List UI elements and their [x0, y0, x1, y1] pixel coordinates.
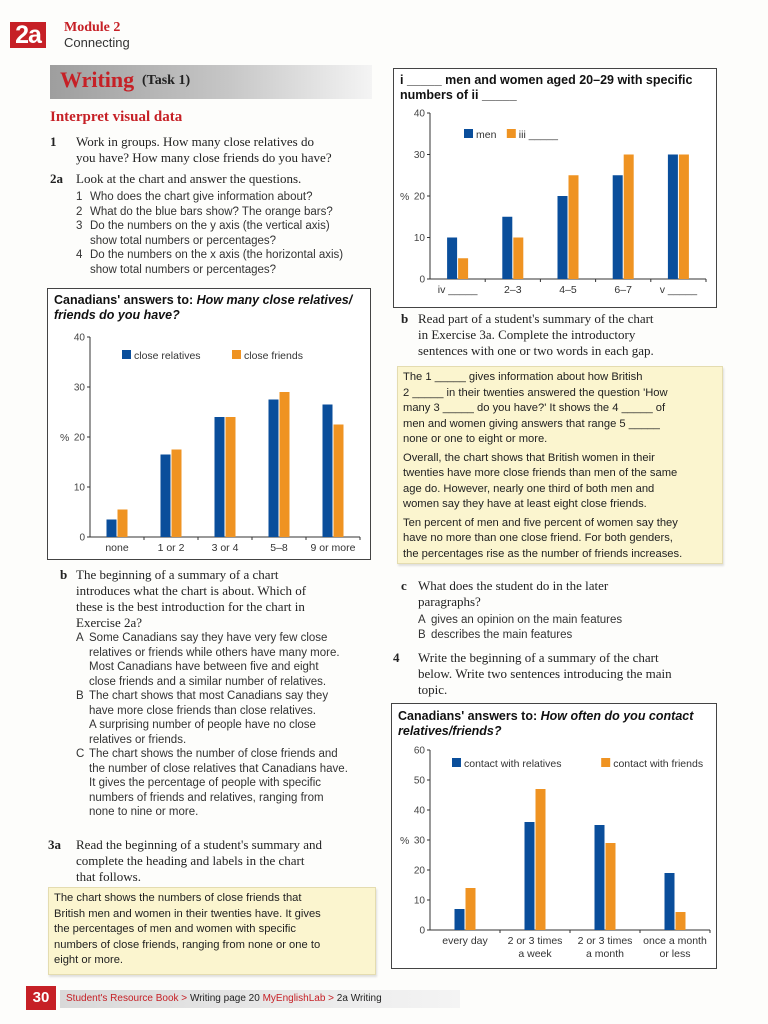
qb-line: these is the best introduction for the chart in	[76, 599, 305, 614]
legend-swatch	[507, 129, 516, 138]
qb-line: The beginning of a summary of a chart	[76, 567, 279, 582]
bar	[513, 238, 523, 280]
q2a-number: 2a	[50, 171, 63, 186]
option-line: Some Canadians say they have very few close	[89, 632, 328, 644]
note-line: British men and women in their twenties have. It gives	[54, 907, 321, 920]
chart-1-title: Canadians' answers to: How many close relatives/ friends do you have?	[54, 293, 353, 322]
note-line: numbers of close friends, ranging from none or one to	[54, 938, 321, 951]
summary-note-1	[48, 887, 376, 975]
qb-number: b	[60, 567, 68, 582]
q2a-text: Look at the chart and answer the questions.	[76, 171, 302, 186]
legend-swatch	[122, 350, 131, 359]
q3b-text	[418, 311, 654, 359]
page-number: 30	[26, 986, 56, 1010]
q1-line: Work in groups. How many close relatives do	[76, 134, 314, 149]
q1-line: you have? How many close friends do you have?	[76, 150, 332, 165]
bar	[665, 873, 675, 930]
module-badge: 2a	[10, 22, 46, 48]
q1-number: 1	[50, 134, 57, 149]
x-tick-label: v _____	[659, 284, 698, 296]
y-tick-label: 40	[413, 805, 425, 817]
bar	[118, 510, 128, 538]
chart-2-svg	[394, 69, 716, 307]
option-b: B describes the main features	[418, 628, 573, 641]
x-tick-label: every day	[442, 935, 488, 947]
x-tick-label: a month	[586, 948, 624, 960]
note-line: eight or more.	[54, 954, 124, 966]
y-tick-label: 10	[73, 482, 85, 494]
x-tick-label: or less	[659, 948, 691, 960]
option-line: The chart shows that most Canadians say they	[89, 690, 329, 702]
legend-swatch	[601, 758, 610, 767]
y-tick-label: 10	[413, 895, 425, 907]
y-tick-label: 20	[413, 191, 425, 203]
x-tick-label: iv _____	[437, 284, 478, 296]
bar	[668, 155, 678, 280]
qb-line: Exercise 2a?	[76, 615, 143, 630]
q4-text	[418, 650, 672, 698]
bar	[613, 175, 623, 279]
y-tick-label: 20	[73, 432, 85, 444]
chart-3-box	[391, 703, 717, 969]
module-subtitle: Connecting	[64, 35, 130, 50]
q3a-line: complete the heading and labels in the chart	[76, 853, 305, 868]
list-item-cont: show total numbers or percentages?	[90, 234, 277, 247]
x-tick-label: 5–8	[270, 542, 288, 554]
qc-options	[418, 613, 622, 642]
bar	[107, 520, 117, 538]
q3b-line: sentences with one or two words in each gap.	[418, 343, 654, 358]
y-tick-label: 60	[413, 745, 425, 757]
option-c: C The chart shows the number of close friends and the number of close relatives that Canadians have. It gives the percentage of people with specific numbers of friends and relatives, ranging from none to nine or more.	[76, 748, 348, 818]
bar	[161, 455, 171, 538]
chart-3-svg	[392, 704, 716, 968]
bar	[334, 425, 344, 538]
q1-text	[76, 134, 332, 166]
legend-swatch	[452, 758, 461, 767]
bar	[323, 405, 333, 538]
bar	[455, 909, 465, 930]
bar	[569, 175, 579, 279]
module-title: Module 2	[64, 20, 121, 35]
x-tick-label: none	[105, 542, 129, 554]
y-axis-label: %	[400, 191, 410, 203]
q2a-list	[76, 190, 343, 277]
legend-label: men	[476, 129, 497, 141]
qb-options	[76, 631, 348, 820]
note-line: The chart shows the numbers of close friends that	[54, 892, 302, 904]
y-axis-label: %	[60, 432, 70, 444]
option-a: A gives an opinion on the main features	[418, 614, 623, 626]
x-tick-label: 3 or 4	[211, 542, 239, 554]
option-b: B The chart shows that most Canadians say they have more close friends than close relatives. A surprising number of people have no close relatives or friends.	[76, 690, 329, 746]
x-tick-label: 4–5	[559, 284, 577, 296]
bar	[447, 238, 457, 280]
y-tick-label: 40	[413, 108, 425, 120]
qc-number: c	[401, 578, 407, 593]
bar	[226, 417, 236, 537]
option-line: close friends and a similar number of relatives.	[89, 675, 327, 688]
option-line: Most Canadians have between five and eight	[89, 661, 319, 673]
x-tick-label: 9 or more	[310, 542, 356, 554]
x-tick-label: 2 or 3 times	[577, 935, 633, 947]
q4-line: topic.	[418, 682, 448, 697]
legend-swatch	[232, 350, 241, 359]
bar	[676, 912, 686, 930]
option-line: the number of close relatives that Canadians have.	[89, 762, 348, 775]
x-tick-label: 2 or 3 times	[507, 935, 563, 947]
y-tick-label: 50	[413, 775, 425, 787]
q3b-line: in Exercise 3a. Complete the introductory	[418, 327, 636, 342]
chart-3-title: Canadians' answers to: How often do you contact relatives/friends?	[398, 709, 694, 738]
legend-label: contact with relatives	[464, 758, 562, 770]
chart-2-box	[393, 68, 717, 308]
summary-note-2	[397, 366, 723, 564]
x-tick-label: once a month	[643, 935, 707, 947]
bar	[595, 825, 605, 930]
option-line: A surprising number of people have no close	[89, 719, 316, 731]
chart-1-box	[47, 288, 371, 560]
banner-task: (Task 1)	[142, 73, 191, 88]
list-item: 3 Do the numbers on the y axis (the vertical axis)	[76, 220, 330, 232]
writing-banner	[50, 65, 372, 99]
y-tick-label: 0	[419, 925, 425, 937]
x-tick-label: 6–7	[614, 284, 632, 296]
list-item: 4 Do the numbers on the x axis (the horizontal axis)	[76, 249, 344, 261]
bar	[536, 789, 546, 930]
qc-text	[418, 578, 608, 610]
y-tick-label: 0	[419, 274, 425, 286]
note-paragraph: Ten percent of men and five percent of women say they have no more than one close friend. For both genders, the percentages rise as the number of friends increases.	[403, 516, 683, 560]
bar	[458, 258, 468, 279]
note-line: the percentages of men and women with specific	[54, 923, 296, 935]
q3a-number: 3a	[48, 837, 61, 852]
chart-1-svg	[48, 289, 370, 559]
option-line: have more close friends than close relatives.	[89, 704, 316, 717]
q3b-number: b	[401, 311, 409, 326]
option-a: A Some Canadians say they have very few close relatives or friends while others have many more. Most Canadians have between five and eight close friends and a similar number of relatives.	[76, 632, 340, 688]
qc-line: paragraphs?	[418, 594, 481, 609]
y-tick-label: 20	[413, 865, 425, 877]
q4-number: 4	[393, 650, 400, 665]
option-line: It gives the percentage of people with specific	[89, 777, 322, 789]
y-tick-label: 10	[413, 233, 425, 244]
q4-line: Write the beginning of a summary of the chart	[418, 650, 659, 665]
bar	[624, 155, 634, 280]
bar	[466, 888, 476, 930]
y-axis-label: %	[400, 835, 410, 847]
bar	[502, 217, 512, 279]
q3b-line: Read part of a student's summary of the chart	[418, 311, 654, 326]
y-tick-label: 40	[73, 332, 85, 344]
option-line: The chart shows the number of close friends and	[89, 748, 338, 760]
list-item: 1 Who does the chart give information about?	[76, 191, 313, 203]
bar	[525, 822, 535, 930]
option-line: relatives or friends while others have many more.	[89, 646, 340, 659]
note-paragraph: Overall, the chart shows that British women in their twenties have more close friends than men of the same age do. However, nearly one third of both men and women say they have at least eight close friends.	[403, 451, 678, 510]
x-tick-label: 1 or 2	[157, 542, 185, 554]
option-line: numbers of friends and relatives, ranging from	[89, 791, 324, 804]
legend-swatch	[464, 129, 473, 138]
option-line: none to nine or more.	[89, 806, 199, 818]
y-tick-label: 30	[73, 382, 85, 394]
legend-label: contact with friends	[613, 758, 704, 770]
list-item-cont: show total numbers or percentages?	[90, 263, 277, 276]
y-tick-label: 0	[79, 532, 85, 544]
y-tick-label: 30	[413, 835, 425, 847]
x-tick-label: a week	[518, 948, 552, 960]
section-heading: Interpret visual data	[50, 109, 183, 125]
q4-line: below. Write two sentences introducing the main	[418, 666, 672, 681]
y-tick-label: 30	[413, 150, 425, 161]
qc-line: What does the student do in the later	[418, 578, 609, 593]
list-item: 2 What do the blue bars show? The orange bars?	[76, 205, 333, 218]
option-line: relatives or friends.	[89, 733, 187, 746]
x-tick-label: 2–3	[504, 284, 522, 296]
bar	[215, 417, 225, 537]
legend-label: close friends	[244, 350, 303, 362]
footer-link-myenglishlab[interactable]: 2a Writing	[336, 993, 382, 1004]
chart-2-title: i _____ men and women aged 20–29 with specific numbers of ii _____	[400, 73, 693, 102]
banner-title: Writing	[60, 67, 135, 92]
bar	[606, 843, 616, 930]
qb-line: introduces what the chart is about. Which of	[76, 583, 307, 598]
bar	[280, 392, 290, 537]
q3a-text	[76, 837, 322, 885]
bar	[679, 155, 689, 280]
bar	[269, 400, 279, 538]
footer-link-writing-page[interactable]: Writing page 20	[189, 993, 260, 1004]
footer-links: Student's Resource Book > Writing page 20 MyEnglishLab > 2a Writing	[66, 993, 382, 1004]
note-paragraph: The 1 _____ gives information about how British 2 _____ in their twenties answered the question 'How many 3 _____ do you have?' It shows the 4 _____ of men and women giving answers that range 5 _____ none or one to eight or more.	[403, 371, 668, 445]
bar	[172, 450, 182, 538]
bar	[558, 196, 568, 279]
legend-label: close relatives	[134, 350, 201, 362]
q3a-line: Read the beginning of a student's summary and	[76, 837, 323, 852]
q3a-line: that follows.	[76, 869, 141, 884]
legend-label: iii _____	[518, 129, 558, 141]
qb-text	[76, 567, 306, 631]
